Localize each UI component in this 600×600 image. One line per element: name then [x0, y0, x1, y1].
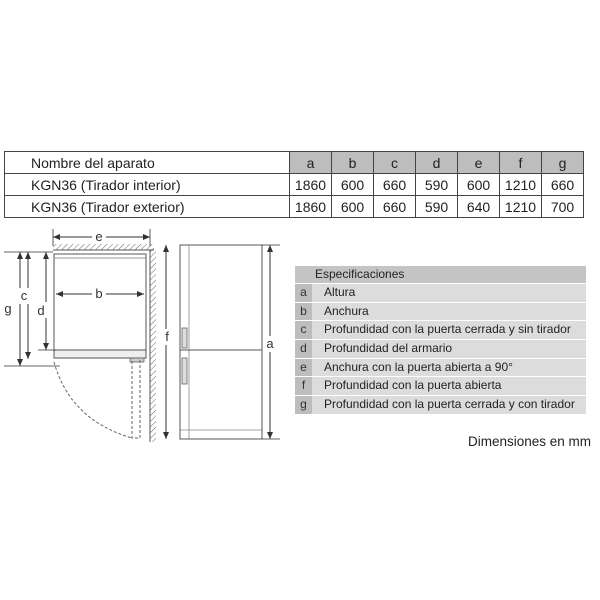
column-header: a	[290, 152, 332, 174]
label-b: b	[95, 286, 103, 301]
table-cell: 1860	[290, 174, 332, 196]
spec-description: Anchura con la puerta abierta a 90°	[312, 359, 586, 377]
spec-row	[295, 340, 586, 359]
column-header: c	[374, 152, 416, 174]
spec-row	[295, 303, 586, 322]
spec-row	[295, 284, 586, 303]
label-g: g	[4, 301, 12, 316]
spec-letter: d	[295, 340, 312, 358]
spec-description: Anchura	[312, 303, 586, 321]
table-cell: 600	[332, 196, 374, 218]
units-note: Dimensiones en mm	[468, 434, 592, 449]
table-cell: 1210	[500, 174, 542, 196]
door-swing-arc	[54, 362, 132, 438]
label-d: d	[37, 303, 45, 318]
specifications-legend	[295, 266, 586, 415]
spec-row	[295, 359, 586, 378]
spec-description: Altura	[312, 284, 586, 302]
lower-handle	[182, 358, 187, 384]
table-cell: 590	[416, 196, 458, 218]
table-cell: 640	[458, 196, 500, 218]
label-c: c	[20, 288, 28, 303]
column-header: d	[416, 152, 458, 174]
table-cell: 1210	[500, 196, 542, 218]
cabinet-top-outline	[54, 254, 146, 350]
spec-letter: b	[295, 303, 312, 321]
door-closed	[54, 350, 146, 358]
column-header: f	[500, 152, 542, 174]
top-view	[2, 229, 156, 442]
table-cell: 700	[542, 196, 584, 218]
wall-hatch-right	[150, 250, 156, 442]
spec-letter: e	[295, 359, 312, 377]
label-e: e	[95, 229, 103, 244]
table-cell: 600	[458, 174, 500, 196]
spec-letter: f	[295, 377, 312, 395]
column-header: b	[332, 152, 374, 174]
table-cell: 660	[542, 174, 584, 196]
spec-description: Profundidad del armario	[312, 340, 586, 358]
spec-letter: g	[295, 396, 312, 414]
column-header: g	[542, 152, 584, 174]
fridge-body-outline	[180, 245, 262, 439]
spec-row	[295, 377, 586, 396]
spec-description: Profundidad con la puerta cerrada y sin tirador	[312, 321, 586, 339]
spec-row	[295, 321, 586, 340]
label-f: f	[165, 329, 169, 344]
specifications-title: Especificaciones	[295, 266, 586, 284]
table-cell: 1860	[290, 196, 332, 218]
column-header: e	[458, 152, 500, 174]
spec-row	[295, 396, 586, 415]
spec-letter: c	[295, 321, 312, 339]
wall-hatch-top	[53, 244, 154, 250]
table-cell: 600	[332, 174, 374, 196]
upper-handle	[182, 328, 187, 348]
spec-description: Profundidad con la puerta cerrada y con tirador	[312, 396, 586, 414]
appliance-name: KGN36 (Tirador interior)	[5, 174, 290, 196]
appliance-name: KGN36 (Tirador exterior)	[5, 196, 290, 218]
table-cell: 660	[374, 174, 416, 196]
appliance-name-header: Nombre del aparato	[5, 152, 290, 174]
spec-letter: a	[295, 284, 312, 302]
table-cell: 590	[416, 174, 458, 196]
label-a: a	[266, 336, 274, 351]
spec-description: Profundidad con la puerta abierta	[312, 377, 586, 395]
table-cell: 660	[374, 196, 416, 218]
side-view	[160, 245, 280, 439]
door-open-outline	[132, 358, 140, 438]
